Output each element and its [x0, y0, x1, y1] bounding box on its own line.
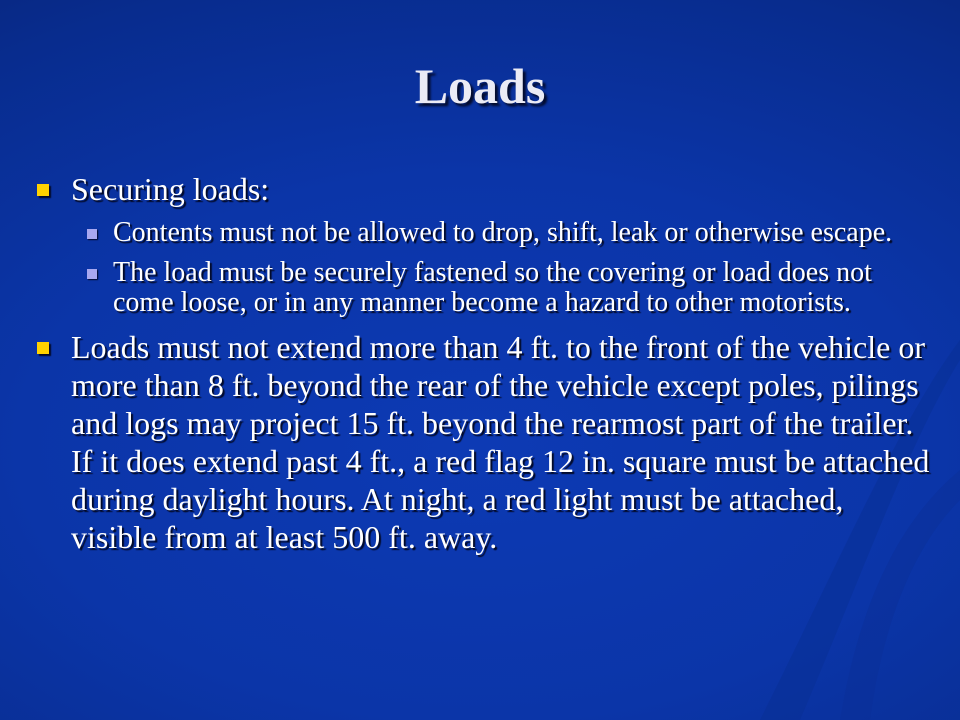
- secondary-square-bullet-icon: [87, 229, 97, 239]
- bullet-load-extension: [35, 328, 935, 556]
- bullet-text: Securing loads:: [71, 171, 270, 207]
- slide-title: Loads: [414, 58, 546, 114]
- secondary-square-bullet-icon: [87, 269, 97, 279]
- sub-bullet-text: The load must be securely fastened so the covering or load does not come loose, or in any manner become a hazard to other motorists.: [113, 257, 872, 318]
- sub-bullet-text: Contents must not be allowed to drop, shift, leak or otherwise escape.: [113, 217, 893, 248]
- bullet-text: Loads must not extend more than 4 ft. to the front of the vehicle or more than 8 ft. beyond the rear of the vehicle except poles, pilings and logs may project 15 ft. beyond the rearmost part of the trailer. If it does extend past 4 ft., a red flag 12 in. square must be attached during daylight hours. At night, a red light must be attached, visible from at least 500 ft. away.: [71, 329, 930, 555]
- primary-square-bullet-icon: [37, 184, 49, 196]
- primary-square-bullet-icon: [37, 342, 49, 354]
- sub-bullet-fastened: [35, 258, 935, 318]
- bullet-securing-loads: [35, 170, 935, 208]
- sub-bullet-contents: [35, 218, 935, 248]
- slide-body: [35, 170, 935, 556]
